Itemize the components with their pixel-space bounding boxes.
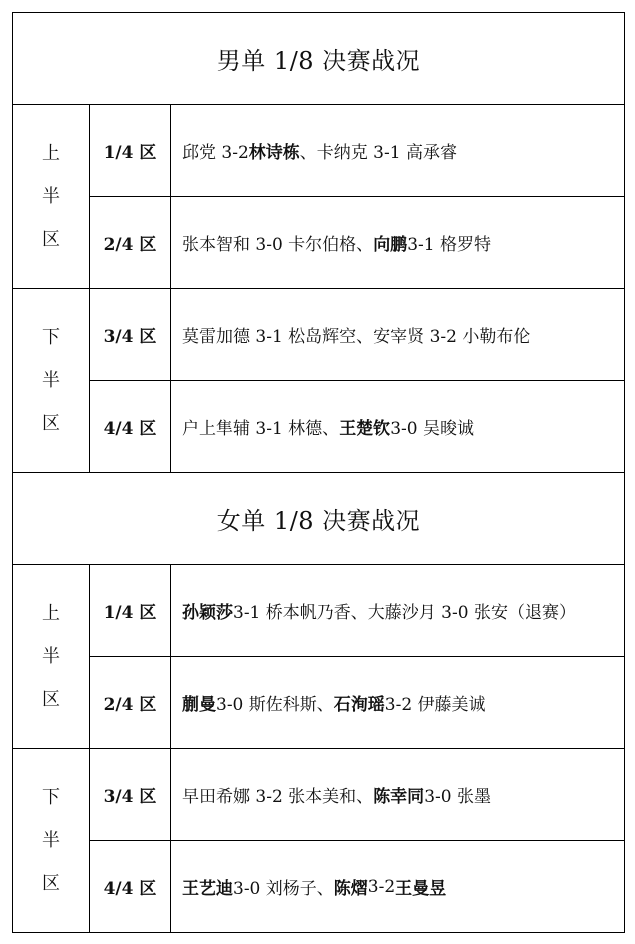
section-title: 女单 1/8 决赛战况 bbox=[13, 473, 624, 565]
result-text: 3-2 bbox=[367, 876, 396, 897]
quarter-zone-label: 2/4 区 bbox=[90, 657, 171, 748]
winner-name: 蒯曼 bbox=[182, 695, 216, 715]
quarter-row bbox=[90, 840, 624, 932]
winner-name: 向鹏 bbox=[373, 235, 408, 255]
result-text: 3-0 张墨 bbox=[424, 787, 491, 807]
match-results bbox=[171, 289, 624, 380]
winner-name: 孙颖莎 bbox=[182, 603, 233, 623]
winner-name: 王艺迪 bbox=[182, 879, 233, 899]
half-label-char: 区 bbox=[42, 689, 60, 710]
match-results bbox=[171, 105, 624, 196]
result-text: 、卡纳克 3-1 高承睿 bbox=[299, 143, 457, 163]
bracket-half bbox=[13, 289, 624, 473]
half-label-char: 区 bbox=[42, 229, 60, 250]
result-text: 3-1 格罗特 bbox=[407, 235, 491, 255]
winner-name: 王楚钦 bbox=[339, 419, 391, 439]
result-text: 莫雷加德 3-1 松岛辉空、安宰贤 3-2 小勒布伦 bbox=[182, 327, 531, 347]
quarter-zone-label: 2/4 区 bbox=[90, 197, 171, 288]
result-text: 3-2 伊藤美诚 bbox=[384, 695, 486, 715]
results-table bbox=[12, 12, 625, 933]
half-label bbox=[13, 289, 90, 472]
half-label-char: 上 bbox=[42, 143, 60, 164]
quarter-row bbox=[90, 380, 624, 472]
half-label-char: 区 bbox=[42, 413, 60, 434]
quarter-zone-label: 1/4 区 bbox=[90, 105, 171, 196]
quarter-zone-label: 4/4 区 bbox=[90, 381, 171, 472]
quarter-row bbox=[90, 749, 624, 840]
result-text: 3-0 吴晙诚 bbox=[390, 419, 474, 439]
half-label-char: 半 bbox=[42, 370, 60, 391]
half-label-char: 下 bbox=[42, 787, 60, 808]
result-text: 邱党 3-2 bbox=[182, 143, 249, 163]
bracket-half bbox=[13, 105, 624, 289]
result-text: 3-0 刘杨子、 bbox=[233, 879, 334, 899]
half-label-char: 下 bbox=[42, 327, 60, 348]
quarter-row bbox=[90, 105, 624, 196]
quarter-row bbox=[90, 196, 624, 288]
half-label-char: 半 bbox=[42, 830, 60, 851]
half-label bbox=[13, 105, 90, 288]
match-results bbox=[171, 749, 624, 840]
quarter-row bbox=[90, 289, 624, 380]
half-label-char: 半 bbox=[42, 646, 60, 667]
quarter-zone-label: 3/4 区 bbox=[90, 749, 171, 840]
quarter-row bbox=[90, 565, 624, 656]
half-label-char: 区 bbox=[42, 873, 60, 894]
result-text: 张本智和 3-0 卡尔伯格、 bbox=[182, 235, 374, 255]
winner-name: 陈熠 bbox=[333, 879, 368, 899]
bracket-half bbox=[13, 749, 624, 933]
match-results bbox=[171, 197, 624, 288]
winner-name: 石洵瑶 bbox=[333, 695, 385, 715]
match-results bbox=[171, 381, 624, 472]
half-label-char: 半 bbox=[42, 186, 60, 207]
result-text: 早田希娜 3-2 张本美和、 bbox=[182, 787, 374, 807]
half-label-char: 上 bbox=[42, 603, 60, 624]
result-text: 3-0 斯佐科斯、 bbox=[216, 695, 334, 715]
result-text: 3-1 桥本帆乃香、大藤沙月 3-0 张安（退赛） bbox=[233, 603, 576, 623]
winner-name: 王曼昱 bbox=[395, 879, 447, 899]
quarter-zone-label: 3/4 区 bbox=[90, 289, 171, 380]
result-text: 户上隼辅 3-1 林德、 bbox=[182, 419, 340, 439]
quarter-zone-label: 4/4 区 bbox=[90, 841, 171, 932]
match-results bbox=[171, 657, 624, 748]
winner-name: 陈幸同 bbox=[373, 787, 425, 807]
quarter-zone-label: 1/4 区 bbox=[90, 565, 171, 656]
winner-name: 林诗栋 bbox=[248, 143, 300, 163]
bracket-half bbox=[13, 565, 624, 749]
half-label bbox=[13, 565, 90, 748]
match-results bbox=[171, 841, 624, 932]
quarter-row bbox=[90, 656, 624, 748]
half-label bbox=[13, 749, 90, 932]
match-results bbox=[171, 565, 624, 656]
section-title: 男单 1/8 决赛战况 bbox=[13, 13, 624, 105]
